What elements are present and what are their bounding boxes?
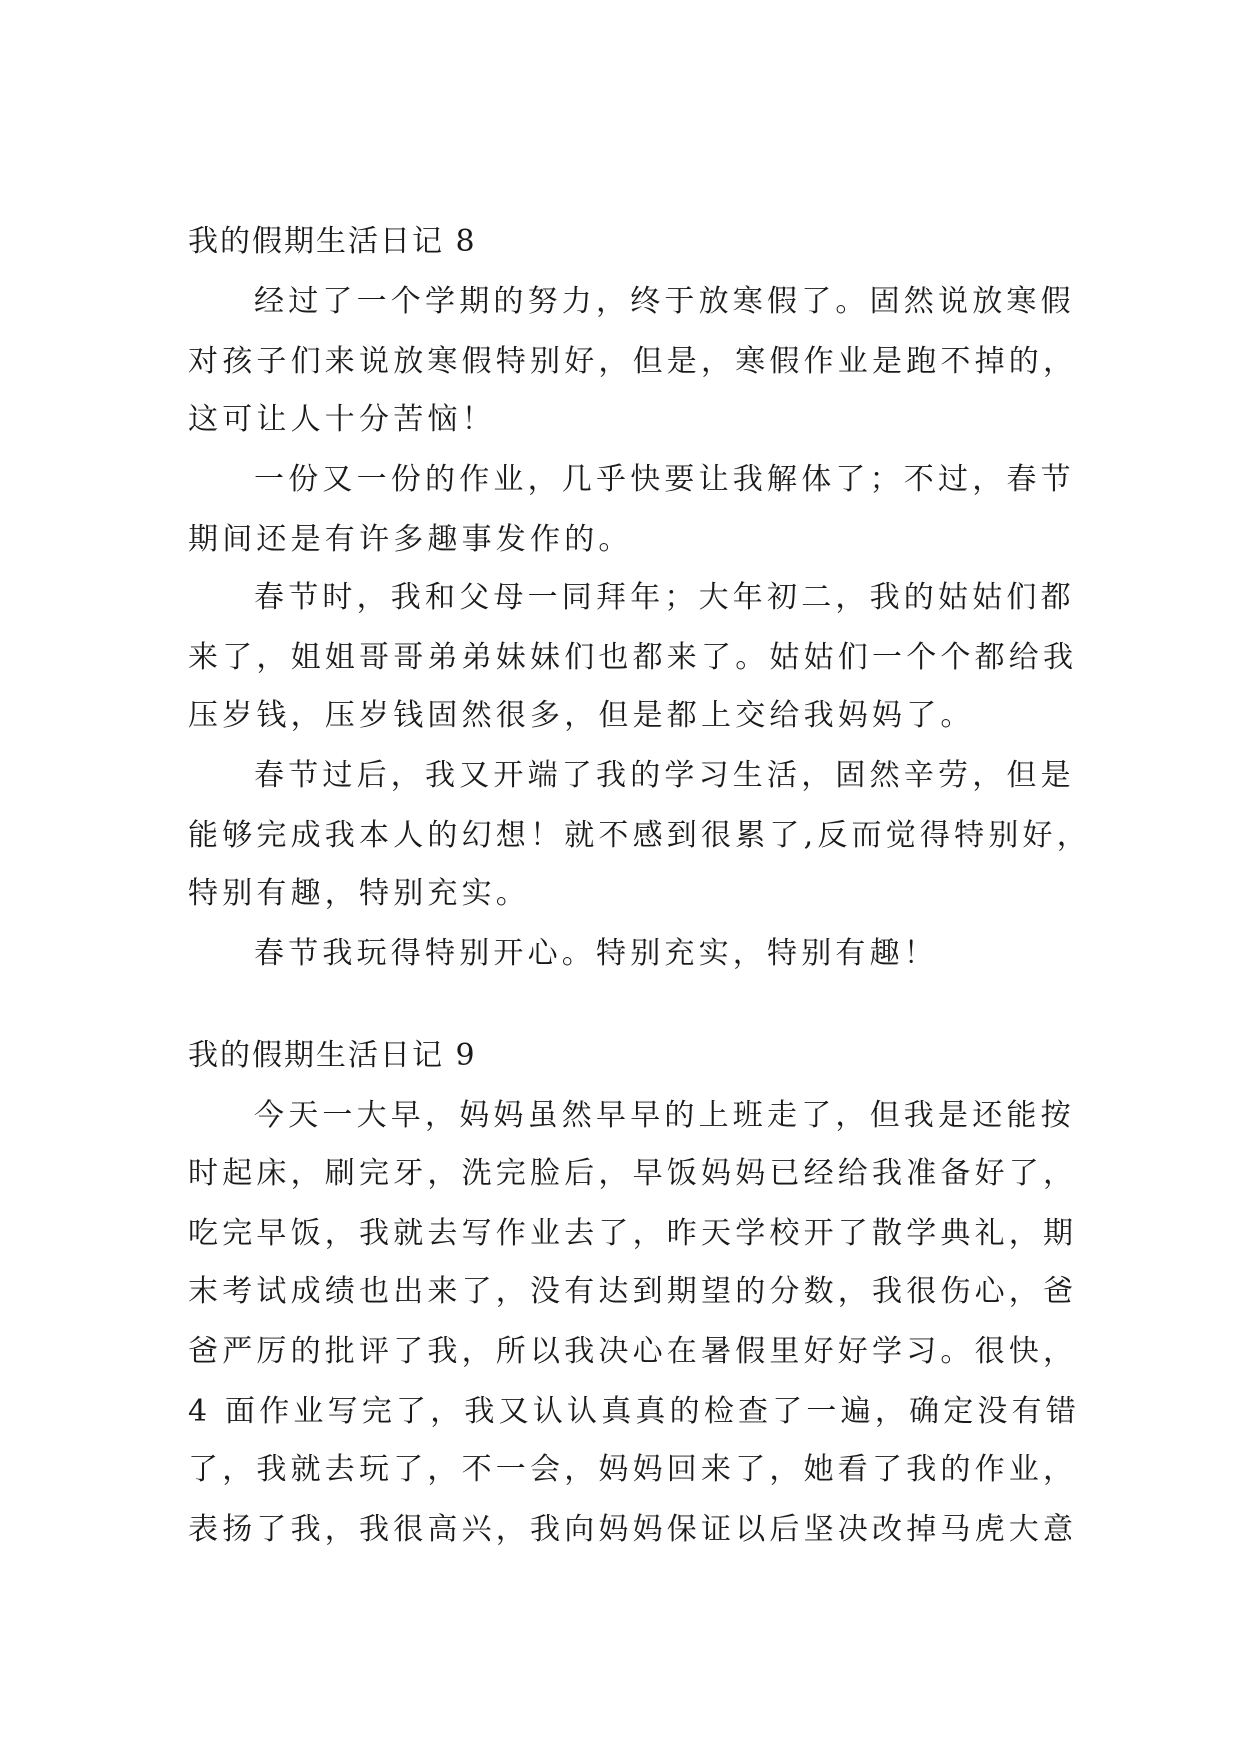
- entry-9-paragraph-1-line-6: 4 面作业写完了，我又认认真真的检查了一遍，确定没有错: [188, 1394, 1081, 1429]
- entry-8-paragraph-1-line-2: 对孩子们来说放寒假特别好，但是，寒假作业是跑不掉的，: [188, 344, 1078, 379]
- entry-9-paragraph-1-line-2: 时起床，刷完牙，洗完脸后，早饭妈妈已经给我准备好了，: [188, 1156, 1078, 1191]
- entry-8-paragraph-1-line-1: 经过了一个学期的努力，终于放寒假了。固然说放寒假: [254, 284, 1075, 319]
- entry-8-paragraph-5-line-1: 春节我玩得特别开心。特别充实，特别有趣！: [254, 936, 938, 971]
- entry-8-paragraph-4-line-3: 特别有趣，特别充实。: [188, 876, 530, 911]
- entry-8-paragraph-4-line-2: 能够完成我本人的幻想！就不感到很累了,反而觉得特别好，: [188, 818, 1091, 853]
- entry-8-paragraph-4-line-1: 春节过后，我又开端了我的学习生活，固然辛劳，但是: [254, 758, 1075, 793]
- entry-9-paragraph-1-line-3: 吃完早饭，我就去写作业去了，昨天学校开了散学典礼，期: [188, 1216, 1078, 1251]
- entry-9-paragraph-1-line-8: 表扬了我，我很高兴，我向妈妈保证以后坚决改掉马虎大意: [188, 1512, 1078, 1547]
- entry-8-paragraph-2-line-2: 期间还是有许多趣事发作的。: [188, 522, 633, 557]
- entry-8-paragraph-1-line-3: 这可让人十分苦恼！: [188, 402, 496, 437]
- entry-9-paragraph-1-line-4: 末考试成绩也出来了，没有达到期望的分数，我很伤心，爸: [188, 1274, 1078, 1309]
- entry-8-paragraph-2-line-1: 一份又一份的作业，几乎快要让我解体了；不过，春节: [254, 462, 1075, 497]
- entry-8-paragraph-3-line-2: 来了，姐姐哥哥弟弟妹妹们也都来了。姑姑们一个个都给我: [188, 640, 1078, 675]
- entry-8-title: 我的假期生活日记 8: [188, 224, 477, 259]
- entry-9-paragraph-1-line-1: 今天一大早，妈妈虽然早早的上班走了，但我是还能按: [254, 1098, 1075, 1133]
- entry-8-paragraph-3-line-1: 春节时，我和父母一同拜年；大年初二，我的姑姑们都: [254, 580, 1075, 615]
- entry-9-paragraph-1-line-7: 了，我就去玩了，不一会，妈妈回来了，她看了我的作业，: [188, 1452, 1078, 1487]
- entry-9-title: 我的假期生活日记 9: [188, 1038, 477, 1073]
- entry-9-paragraph-1-line-5: 爸严厉的批评了我，所以我决心在暑假里好好学习。很快，: [188, 1334, 1078, 1369]
- entry-8-paragraph-3-line-3: 压岁钱，压岁钱固然很多，但是都上交给我妈妈了。: [188, 698, 975, 733]
